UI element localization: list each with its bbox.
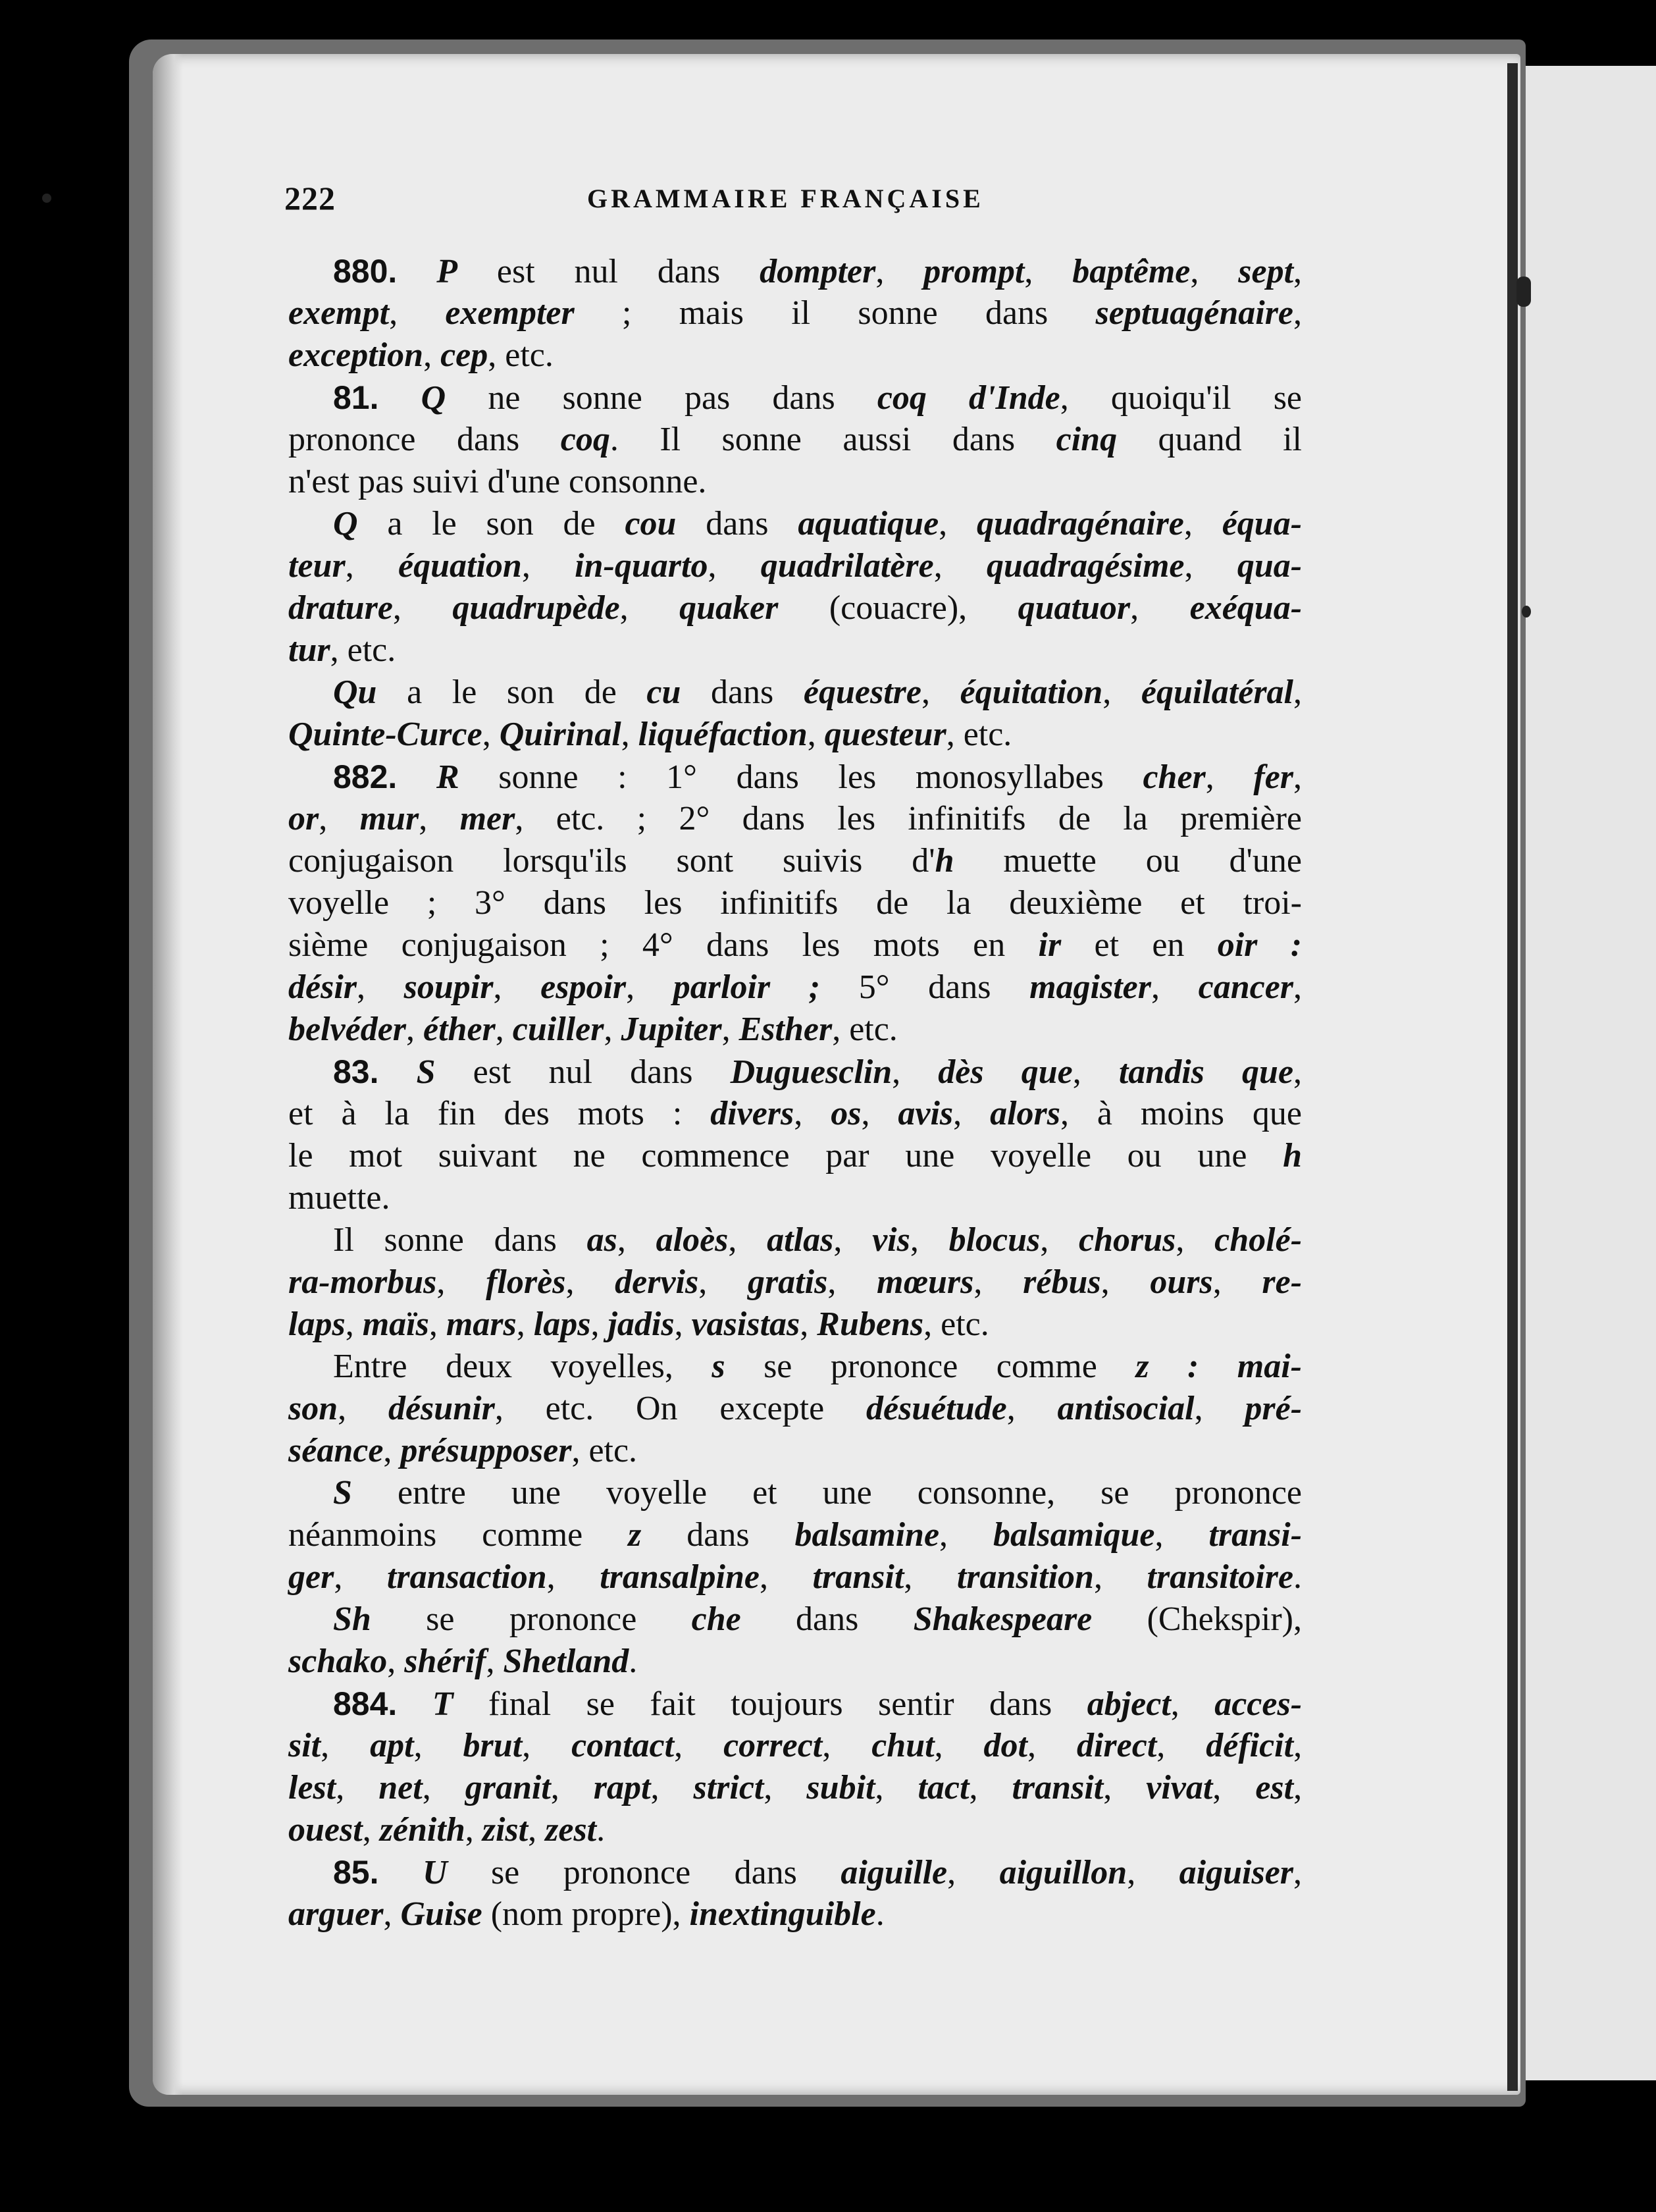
text-line: schako, shérif, Shetland. bbox=[288, 1643, 638, 1680]
paragraph-881-b bbox=[288, 503, 1302, 672]
paragraph-883-b bbox=[288, 1219, 1302, 1346]
text-line: désir, soupir, espoir, parloir ; 5° dans magister, cancer, bbox=[288, 968, 1303, 1006]
text-line: Entre deux voyelles, s se prononce comme z : mai- bbox=[333, 1348, 1302, 1385]
text-line: 884. T final se fait toujours sentir dans abject, acces- bbox=[333, 1685, 1303, 1723]
paragraph-881 bbox=[288, 377, 1302, 503]
page-body bbox=[288, 250, 1302, 1936]
text-line: Sh se prononce che dans Shakespeare (Chekspir), bbox=[333, 1600, 1302, 1638]
text-line: prononce dans coq. Il sonne aussi dans cinq quand il bbox=[288, 421, 1303, 458]
paragraph-883-e bbox=[288, 1598, 1302, 1683]
text-line: S entre une voyelle et une consonne, se prononce bbox=[333, 1474, 1302, 1512]
text-line: voyelle ; 3° dans les infinitifs de la deuxième et troi- bbox=[288, 884, 1302, 922]
text-line: sit, apt, brut, contact, correct, chut, dot, direct, déficit, bbox=[288, 1727, 1303, 1764]
text-line: 83. S est nul dans Duguesclin, dès que, tandis que, bbox=[333, 1053, 1303, 1091]
scan-speck bbox=[42, 194, 51, 203]
scan-speck bbox=[1516, 276, 1531, 307]
text-line: 880. P est nul dans dompter, prompt, baptême, sept, bbox=[333, 253, 1303, 290]
text-line: tur, etc. bbox=[288, 631, 396, 669]
paragraph-882 bbox=[288, 756, 1302, 1051]
page-number: 222 bbox=[284, 180, 336, 217]
text-line: néanmoins comme z dans balsamine, balsamique, transi- bbox=[288, 1516, 1303, 1554]
text-line: 85. U se prononce dans aiguille, aiguillon, aiguiser, bbox=[333, 1854, 1303, 1891]
text-line: drature, quadrupède, quaker (couacre), quatuor, exéqua- bbox=[288, 589, 1303, 627]
facing-page-edge bbox=[1526, 66, 1656, 2080]
paragraph-883 bbox=[288, 1051, 1302, 1219]
text-line: son, désunir, etc. On excepte désuétude, antisocial, pré- bbox=[288, 1390, 1303, 1427]
text-line: séance, présupposer, etc. bbox=[288, 1432, 638, 1469]
text-line: ger, transaction, transalpine, transit, transition, transitoire. bbox=[288, 1558, 1303, 1596]
text-line: Qu a le son de cu dans équestre, équitation, équilatéral, bbox=[333, 673, 1302, 711]
text-line: 882. R sonne : 1° dans les monosyllabes cher, fer, bbox=[333, 758, 1303, 796]
paragraph-885 bbox=[288, 1851, 1302, 1936]
paragraph-880 bbox=[288, 250, 1302, 377]
text-line: teur, équation, in-quarto, quadrilatère, quadragésime, qua- bbox=[288, 547, 1303, 585]
text-line: lest, net, granit, rapt, strict, subit, tact, transit, vivat, est, bbox=[288, 1769, 1303, 1806]
text-line: sième conjugaison ; 4° dans les mots en ir et en oir : bbox=[288, 926, 1303, 964]
text-line: conjugaison lorsqu'ils sont suivis d'h muette ou d'une bbox=[288, 842, 1302, 880]
text-line: le mot suivant ne commence par une voyelle ou une h bbox=[288, 1137, 1302, 1174]
scan-speck bbox=[1522, 606, 1531, 618]
text-line: exempt, exempter ; mais il sonne dans septuagénaire, bbox=[288, 294, 1303, 332]
text-line: Il sonne dans as, aloès, atlas, vis, blocus, chorus, cholé- bbox=[333, 1221, 1303, 1259]
text-line: or, mur, mer, etc. ; 2° dans les infinitifs de la première bbox=[288, 800, 1302, 837]
text-line: Quinte-Curce, Quirinal, liquéfaction, questeur, etc. bbox=[288, 716, 1012, 753]
paragraph-883-d bbox=[288, 1472, 1302, 1598]
text-line: n'est pas suivi d'une consonne. bbox=[288, 463, 707, 500]
text-line: et à la fin des mots : divers, os, avis, alors, à moins que bbox=[288, 1095, 1303, 1132]
text-line: belvéder, éther, cuiller, Jupiter, Esther, etc. bbox=[288, 1011, 898, 1048]
text-line: laps, maïs, mars, laps, jadis, vasistas, Rubens, etc. bbox=[288, 1305, 989, 1343]
text-line: ra-morbus, florès, dervis, gratis, mœurs, rébus, ours, re- bbox=[288, 1263, 1303, 1301]
running-head: GRAMMAIRE FRANÇAISE bbox=[587, 184, 984, 213]
text-line: Q a le son de cou dans aquatique, quadragénaire, équa- bbox=[333, 505, 1303, 542]
text-line: arguer, Guise (nom propre), inextinguible. bbox=[288, 1895, 885, 1933]
text-line: 81. Q ne sonne pas dans coq d'Inde, quoiqu'il se bbox=[333, 379, 1303, 417]
text-line: exception, cep, etc. bbox=[288, 336, 554, 374]
paragraph-883-c bbox=[288, 1346, 1302, 1472]
page-gutter bbox=[1507, 63, 1518, 2091]
paragraph-884 bbox=[288, 1683, 1302, 1851]
text-line: muette. bbox=[288, 1179, 390, 1217]
page-header bbox=[284, 179, 1311, 225]
text-line: ouest, zénith, zist, zest. bbox=[288, 1811, 606, 1849]
paragraph-881-c bbox=[288, 672, 1302, 756]
